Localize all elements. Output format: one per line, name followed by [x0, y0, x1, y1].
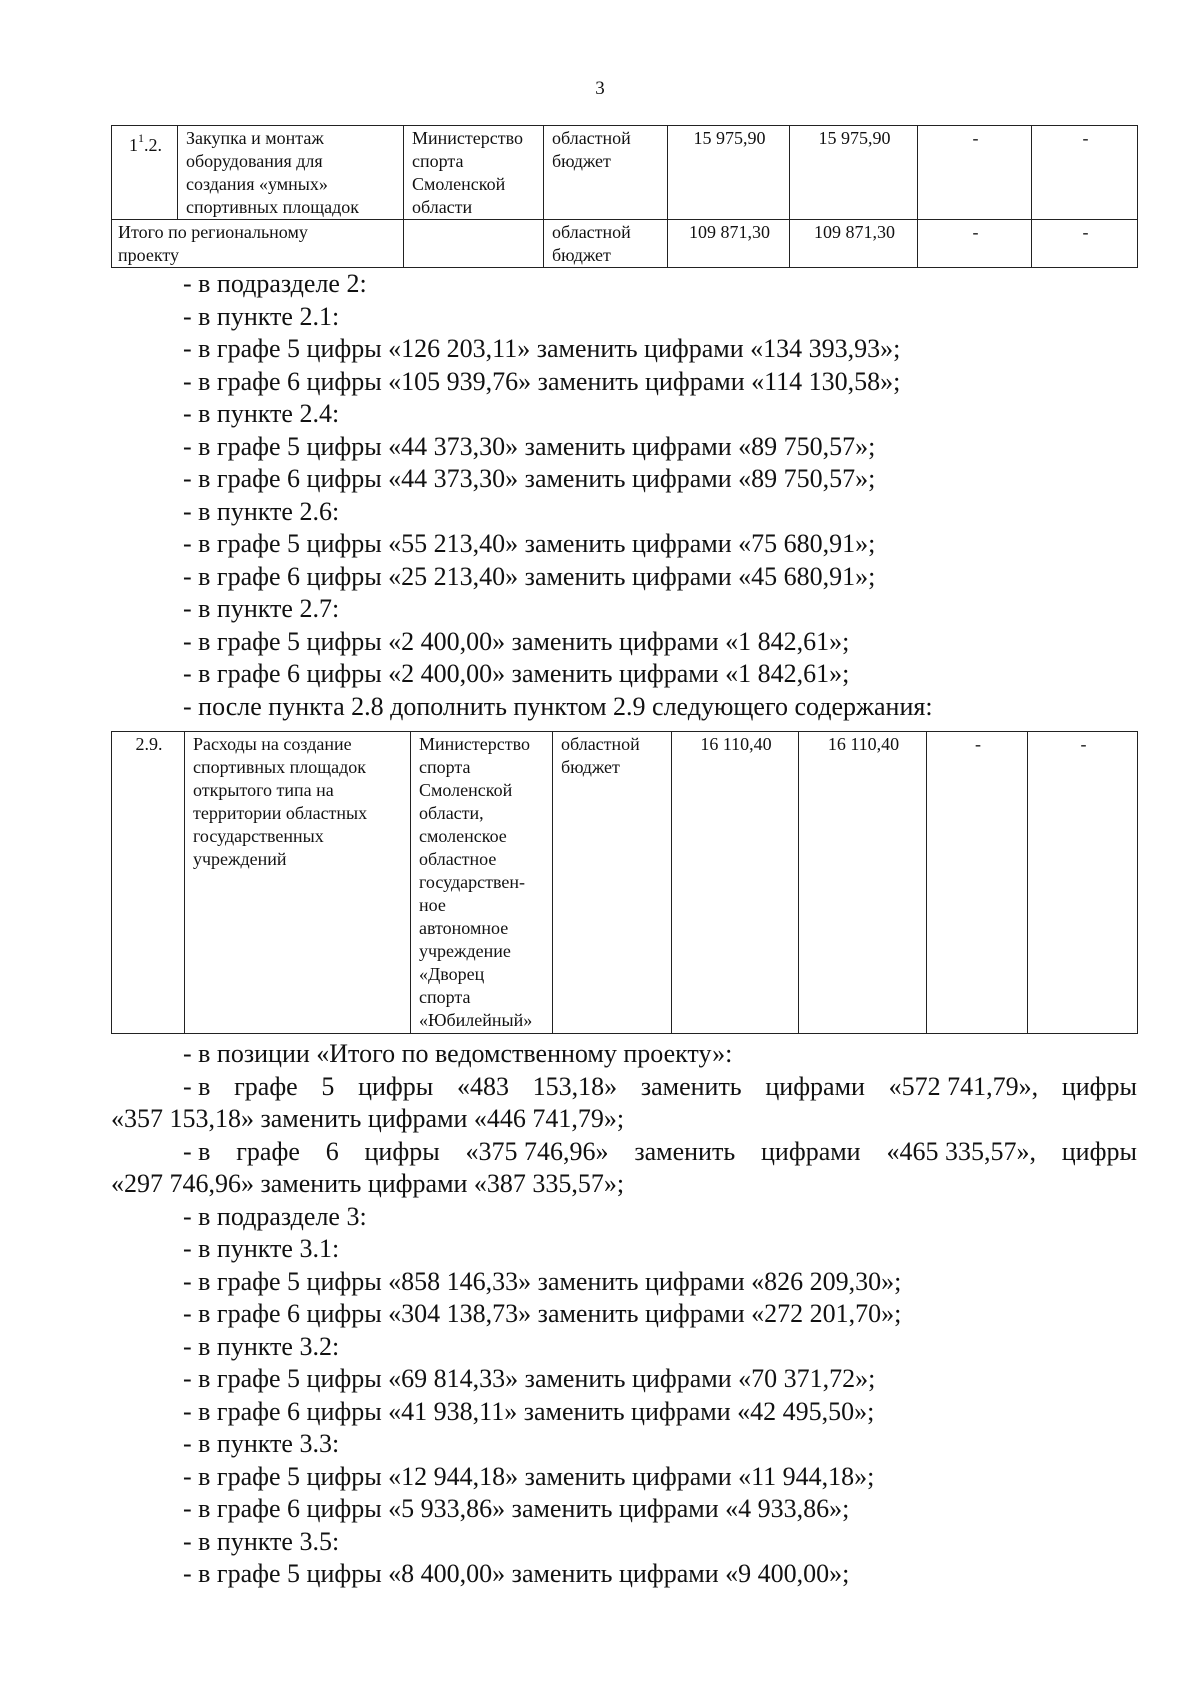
measure-name-cell: Закупка и монтаж оборудования для создания «умных» спортивных площадок — [178, 126, 404, 220]
amendment-line: - в пункте 2.4: — [183, 399, 340, 428]
year3-cell: - — [1032, 220, 1138, 268]
source-cell: областной бюджет — [553, 732, 672, 1034]
year1-cell: 15 975,90 — [790, 126, 918, 220]
row-number-cell: $1^1.2$. — [112, 126, 178, 220]
total-cell: 15 975,90 — [668, 126, 790, 220]
amendment-line: - в позиции «Итого по ведомственному проекту»: — [183, 1039, 733, 1068]
amendment-line: - в пункте 3.2: — [183, 1331, 340, 1361]
table-row — [112, 126, 1138, 220]
empty-cell — [404, 220, 544, 268]
total-label-cell: Итого по региональному проекту — [112, 220, 404, 268]
executor-cell: Министерство спорта Смоленской области, смоленское областное государствен- ное автономное учреждение «Дворец спорта «Юбилейный» — [411, 732, 553, 1034]
amendment-line: - в графе 5 цифры «69 814,33» заменить цифрами «70 371,72»; — [183, 1364, 876, 1393]
amendment-line: - в пункте 2.1: — [183, 301, 340, 331]
amendments-departmental-total — [111, 1038, 1137, 1591]
amendment-line: - в подразделе 2: — [183, 269, 367, 298]
total-cell: 109 871,30 — [668, 220, 790, 268]
table-row-total — [112, 220, 1138, 268]
amendment-line: «357 153,18» заменить цифрами «446 741,79»; — [111, 1104, 625, 1133]
amendment-line: - в графе 6 цифры «44 373,30» заменить цифрами «89 750,57»; — [183, 464, 876, 493]
year2-cell: - — [918, 220, 1032, 268]
amendment-line: - в пункте 3.1: — [183, 1234, 340, 1263]
amendment-line: - в пункте 3.3: — [183, 1429, 340, 1458]
amendment-line: - в графе 6 цифры «41 938,11» заменить цифрами «42 495,50»; — [183, 1396, 875, 1426]
amendment-paragraph — [111, 1136, 1137, 1201]
amendment-line: - в графе 5 цифры «44 373,30» заменить цифрами «89 750,57»; — [183, 431, 876, 461]
amendment-paragraph — [111, 1071, 1137, 1136]
amendment-line: - в графе 5 цифры «55 213,40» заменить цифрами «75 680,91»; — [183, 529, 876, 558]
amendment-line: - в графе 5 цифры «8 400,00» заменить цифрами «9 400,00»; — [183, 1559, 850, 1588]
source-cell: областной бюджет — [544, 126, 668, 220]
amendment-line: - в пункте 3.5: — [183, 1526, 340, 1556]
year2-cell: - — [927, 732, 1028, 1034]
year3-cell: - — [1028, 732, 1138, 1034]
amendment-line: - в графе 5 цифры «12 944,18» заменить цифрами «11 944,18»; — [183, 1461, 875, 1491]
amendment-line: - в графе 6 цифры «25 213,40» заменить цифрами «45 680,91»; — [183, 561, 876, 591]
year1-cell: 109 871,30 — [790, 220, 918, 268]
amendments-subsection-2 — [183, 268, 933, 723]
amendment-line: - в графе 5 цифры «126 203,11» заменить цифрами «134 393,93»; — [183, 334, 901, 363]
year2-cell: - — [918, 126, 1032, 220]
total-cell: 16 110,40 — [672, 732, 799, 1034]
budget-table-top — [111, 125, 1138, 268]
amendment-line: - в графе 6 цифры «5 933,86» заменить цифрами «4 933,86»; — [183, 1494, 850, 1523]
amendment-line: - после пункта 2.8 дополнить пунктом 2.9 следующего содержания: — [183, 691, 933, 721]
amendment-line: - в графе 5 цифры «858 146,33» заменить цифрами «826 209,30»; — [183, 1266, 902, 1296]
measure-name-cell: Расходы на создание спортивных площадок открытого типа на территории областных государственных учреждений — [185, 732, 411, 1034]
budget-table-new-item — [111, 731, 1138, 1034]
amendment-line: - в графе 5 цифры «2 400,00» заменить цифрами «1 842,61»; — [183, 626, 850, 656]
justified-line: - в графе 6 цифры «375 746,96» заменить цифрами «465 335,57», цифры — [183, 1136, 1137, 1166]
amendment-line: - в графе 6 цифры «2 400,00» заменить цифрами «1 842,61»; — [183, 659, 850, 688]
row-number-cell: 2.9. — [112, 732, 185, 1034]
source-cell: областной бюджет — [544, 220, 668, 268]
year3-cell: - — [1032, 126, 1138, 220]
year1-cell: 16 110,40 — [799, 732, 927, 1034]
amendment-line: - в графе 6 цифры «105 939,76» заменить цифрами «114 130,58»; — [183, 366, 901, 396]
justified-line: - в графе 5 цифры «483 153,18» заменить цифрами «572 741,79», цифры — [183, 1071, 1137, 1101]
executor-cell: Министерство спорта Смоленской области — [404, 126, 544, 220]
table-row — [112, 732, 1138, 1034]
amendment-line: - в подразделе 3: — [183, 1201, 367, 1231]
page-number: 3 — [595, 78, 605, 99]
amendment-line: - в графе 6 цифры «304 138,73» заменить цифрами «272 201,70»; — [183, 1299, 902, 1328]
amendment-line: «297 746,96» заменить цифрами «387 335,57»; — [111, 1169, 625, 1198]
amendment-line: - в пункте 2.6: — [183, 496, 340, 526]
amendment-line: - в пункте 2.7: — [183, 594, 340, 623]
